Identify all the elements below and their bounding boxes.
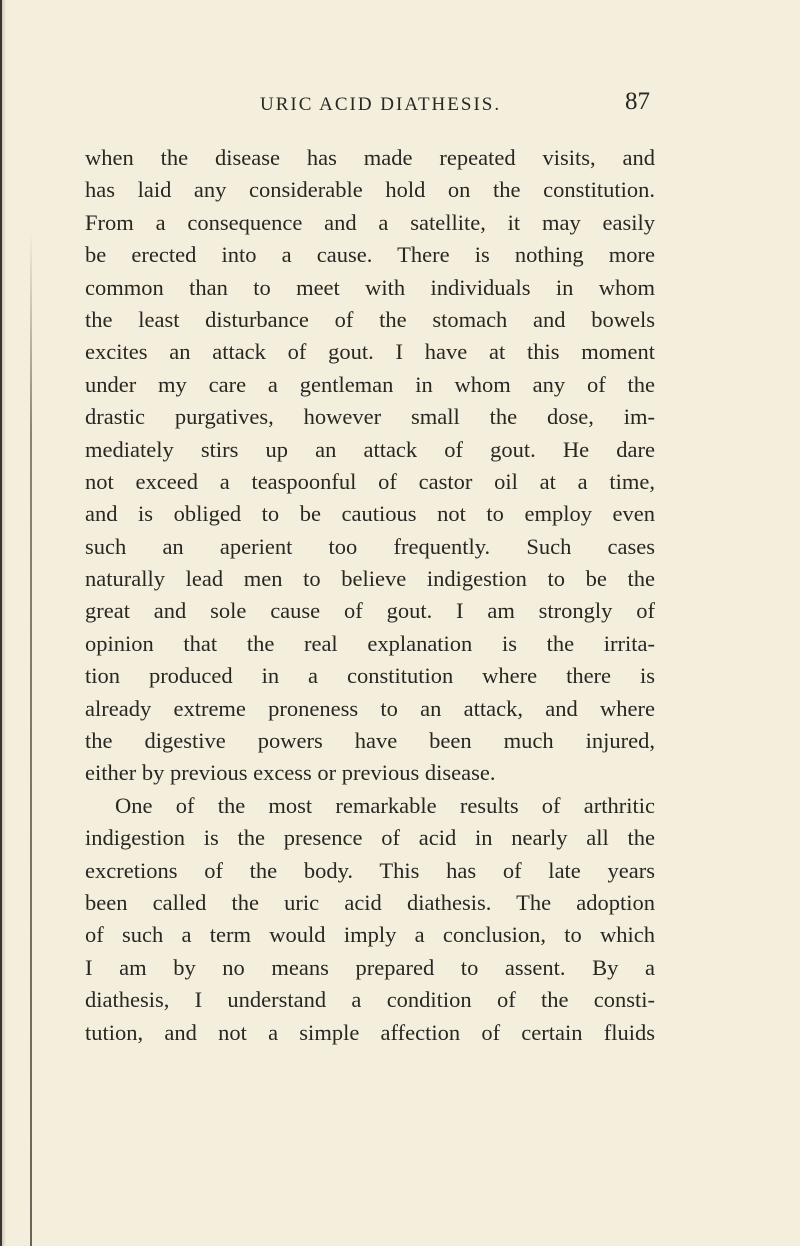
text-line: indigestion is the presence of acid in nearly all the (85, 825, 655, 851)
text-line: under my care a gentleman in whom any of the (85, 371, 655, 397)
text-line: not exceed a teaspoonful of castor oil at a time, (85, 468, 655, 494)
text-line: I am by no means prepared to assent. By a (85, 954, 655, 980)
text-line: opinion that the real explanation is the irrita- (85, 630, 655, 656)
text-line: tution, and not a simple affection of certain fluids (85, 1019, 655, 1045)
text-line: tion produced in a constitution where there is (85, 663, 655, 689)
text-line: has laid any considerable hold on the constitution. (85, 177, 655, 203)
text-line: From a consequence and a satellite, it may easily (85, 209, 655, 235)
text-line: when the disease has made repeated visits, and (85, 145, 655, 170)
text-line: either by previous excess or previous disease. (85, 760, 496, 786)
text-line: diathesis, I understand a condition of the consti- (85, 987, 655, 1013)
text-line: the digestive powers have been much injured, (85, 728, 655, 754)
running-title: URIC ACID DIATHESIS. (260, 94, 502, 115)
text-line: the least disturbance of the stomach and bowels (85, 306, 655, 332)
text-line: naturally lead men to believe indigestion to be the (85, 566, 655, 592)
page-number: 87 (625, 88, 650, 115)
running-head (85, 88, 650, 124)
page-edge-shadow (2, 0, 6, 1246)
text-line: such an aperient too frequently. Such cases (85, 533, 655, 559)
text-line: excites an attack of gout. I have at this moment (85, 339, 655, 365)
text-line: mediately stirs up an attack of gout. He dare (85, 436, 655, 462)
binding-line (30, 230, 32, 1246)
text-line: and is obliged to be cautious not to employ even (85, 501, 655, 527)
text-line: been called the uric acid diathesis. The adoption (85, 889, 655, 915)
text-line: be erected into a cause. There is nothing more (85, 242, 655, 268)
text-line: already extreme proneness to an attack, and where (85, 695, 655, 721)
body-text (85, 142, 655, 1049)
text-line: drastic purgatives, however small the dose, im- (85, 404, 655, 430)
text-line: One of the most remarkable results of arthritic (115, 792, 655, 818)
text-line: excretions of the body. This has of late years (85, 857, 655, 883)
text-line: of such a term would imply a conclusion, to which (85, 922, 655, 948)
text-line: common than to meet with individuals in whom (85, 274, 655, 300)
text-line: great and sole cause of gout. I am strongly of (85, 598, 655, 624)
